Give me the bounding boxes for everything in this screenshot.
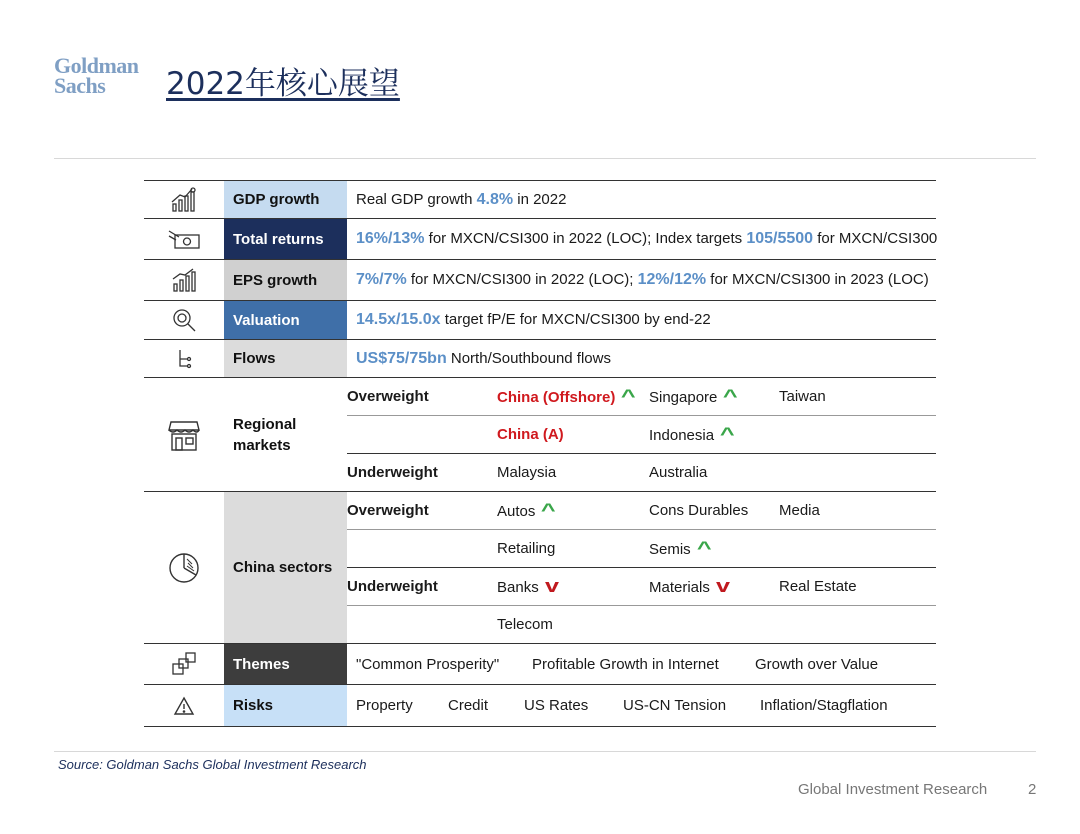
up-arrow-icon: ^ [723,386,739,406]
row-label-sectors: China sectors [224,492,347,644]
list-item: Real Estate [779,578,857,595]
flow-branch-icon [144,340,224,378]
list-item: Media [779,502,820,519]
divider [54,751,1036,752]
up-arrow-icon: ^ [621,386,636,406]
table-row [144,181,936,219]
money-icon [144,219,224,260]
risk-item: Property [356,697,413,714]
row-label-flows: Flows [224,340,347,378]
risk-item: US Rates [524,697,589,714]
magnifier-icon [144,301,224,340]
regional-grid [347,378,936,491]
theme-item: Profitable Growth in Internet [532,655,719,673]
table-row [144,685,936,727]
theme-item: "Common Prosperity" [356,655,500,673]
valuation-content: 14.5x/15.0x target fP/E for MXCN/CSI300 by end-22 [347,301,936,340]
list-item: Semis [649,541,691,558]
underweight-label: Underweight [347,568,497,606]
down-arrow-icon: v [544,576,559,596]
list-item: China (Offshore) [497,389,616,406]
list-item: Cons Durables [649,502,749,519]
list-item: Australia [649,464,708,481]
pie-chart-icon [144,492,224,644]
flows-content: US$75/75bn North/Southbound flows [347,340,936,378]
up-arrow-icon: ^ [696,538,712,558]
overweight-label: Overweight [347,502,429,519]
warning-icon [144,685,224,727]
list-item: Indonesia [649,427,715,444]
table-row [144,219,936,260]
list-item: Banks [497,579,539,596]
table-row [144,492,936,644]
up-arrow-icon: ^ [541,500,556,520]
row-label-risks: Risks [224,685,347,727]
table-row [144,378,936,492]
page-number: 2 [1028,781,1037,798]
list-item: Malaysia [497,464,557,481]
table-row [144,260,936,301]
themes-content [347,644,936,685]
goldman-sachs-logo: Goldman Sachs [54,53,139,98]
list-item: Autos [497,503,536,520]
up-arrow-icon: ^ [719,424,735,444]
row-label-valuation: Valuation [224,301,347,340]
row-label-themes: Themes [224,644,347,685]
storefront-icon [144,378,224,492]
overweight-label: Overweight [347,388,429,405]
risks-content [347,685,936,727]
table-row [144,340,936,378]
underweight-label: Underweight [347,454,497,492]
sectors-grid [347,492,936,643]
row-label-returns: Total returns [224,219,347,260]
table-row [144,644,936,685]
footer-brand: Global Investment Research [798,781,988,798]
squares-icon [144,644,224,685]
list-item: Singapore [649,389,718,406]
gdp-chart-icon [144,181,224,219]
list-item: Retailing [497,540,556,557]
divider [54,158,1036,159]
row-label-eps: EPS growth [224,260,347,301]
gdp-content: Real GDP growth 4.8% in 2022 [347,181,936,219]
table-row [144,301,936,340]
page-title: 2022年核心展望 [166,66,400,102]
list-item: Materials [649,579,710,596]
returns-content: 16%/13% for MXCN/CSI300 in 2022 (LOC); Index targets 105/5500 for MXCN/CSI300 [347,219,936,260]
outlook-table [144,180,936,727]
down-arrow-icon: v [715,576,730,596]
list-item: Taiwan [779,388,826,405]
eps-chart-icon [144,260,224,301]
risk-item: US-CN Tension [623,697,727,714]
list-item: Telecom [497,616,553,633]
source-note: Source: Goldman Sachs Global Investment Research [58,757,367,772]
list-item: China (A) [497,426,564,443]
eps-content: 7%/7% for MXCN/CSI300 in 2022 (LOC); 12%/12% for MXCN/CSI300 in 2023 (LOC) [347,260,936,301]
row-label-gdp: GDP growth [224,181,347,219]
row-label-regional: Regional markets [224,378,347,492]
theme-item: Growth over Value [755,655,879,673]
risk-item: Inflation/Stagflation [760,697,888,714]
risk-item: Credit [448,697,489,714]
